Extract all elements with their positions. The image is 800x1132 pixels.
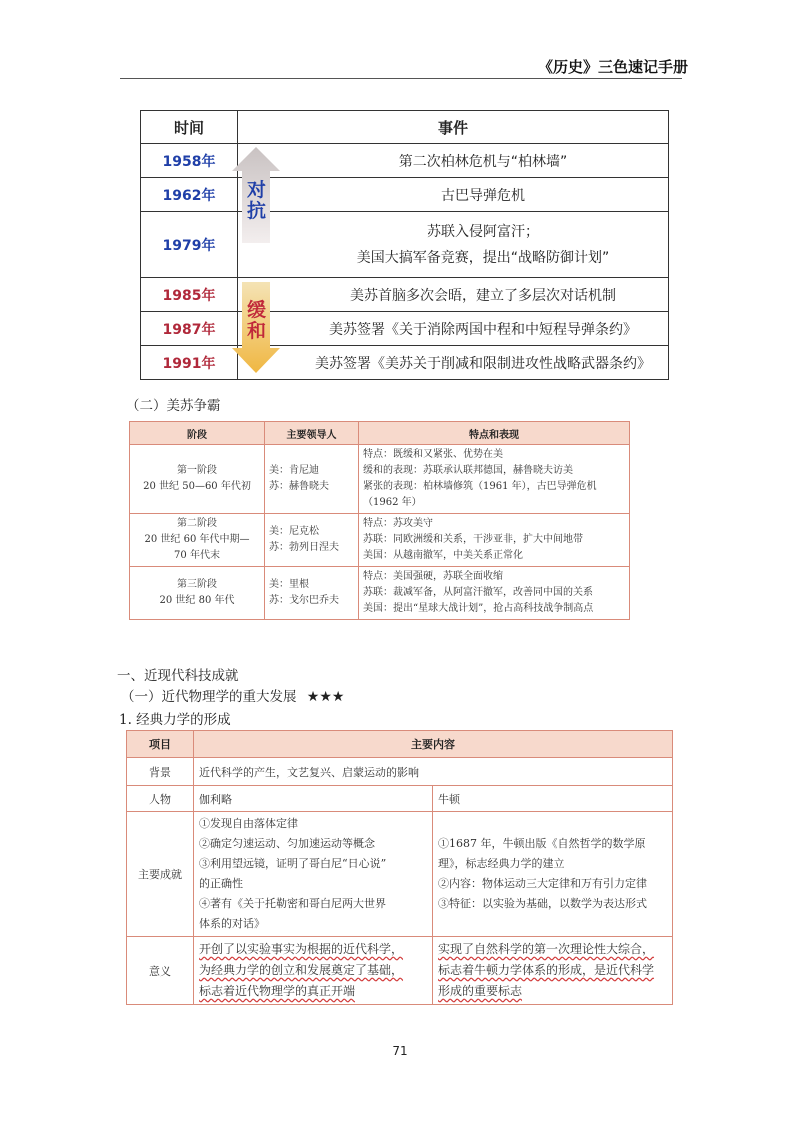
leader-us: 美：尼克松 (269, 526, 319, 537)
table-row (141, 178, 669, 212)
table-row (127, 937, 673, 1005)
details-cell (359, 567, 630, 620)
leaders-cell (265, 514, 359, 567)
detail-line: 苏联：裁减军备，从阿富汗撤军，改善同中国的关系 (363, 587, 593, 598)
achievement-line: 理》，标志经典力学的建立 (438, 857, 565, 870)
table-row (141, 346, 669, 380)
achievement-line: ①发现自由落体定律 (199, 817, 298, 830)
event-line: 苏联入侵阿富汗； (427, 223, 539, 240)
row-label: 主要成就 (127, 812, 194, 937)
leader-us: 美：里根 (269, 579, 309, 590)
page-number: 71 (392, 1044, 408, 1058)
section-sci-title: 一、近现代科技成就 (117, 668, 239, 684)
event-cell: 美苏首脑多次会晤，建立了多层次对话机制 (238, 278, 669, 312)
significance-line: 标志着牛顿力学体系的形成，是近代科学 (438, 963, 655, 977)
mechanics-table (126, 730, 673, 1005)
header-event: 事件 (238, 111, 669, 144)
achievement-line: ①1687 年，牛顿出版《自然哲学的数学原 (438, 837, 646, 850)
stage-name: 第二阶段 (177, 518, 217, 529)
table-row (141, 278, 669, 312)
header-leaders: 主要领导人 (265, 422, 359, 445)
details-cell (359, 514, 630, 567)
stage-period: 20 世纪 50—60 年代初 (143, 481, 251, 492)
table-header-row (127, 731, 673, 758)
header-content: 主要内容 (194, 731, 673, 758)
significance-line: 开创了以实验事实为根据的近代科学， (199, 942, 404, 956)
detail-line: 缓和的表现：苏联承认联邦德国，赫鲁晓夫访美 (363, 465, 573, 476)
leader-ussr: 苏：赫鲁晓夫 (269, 481, 329, 492)
detail-line: 特点：美国强硬，苏联全面收缩 (363, 571, 503, 582)
significance-line: 实现了自然科学的第一次理论性大综合， (438, 942, 655, 956)
table-header-row (141, 111, 669, 144)
year-cell: 1958年 (141, 144, 238, 178)
detail-line: 特点：既缓和又紧张、优势在美 (363, 449, 503, 460)
header-item: 项目 (127, 731, 194, 758)
leaders-cell (265, 567, 359, 620)
table-row (141, 144, 669, 178)
header-stage: 阶段 (130, 422, 265, 445)
detail-line: 特点：苏攻美守 (363, 518, 433, 529)
year-cell: 1962年 (141, 178, 238, 212)
achievement-line: 的正确性 (199, 877, 243, 890)
person-galileo: 伽利略 (194, 786, 433, 812)
leaders-cell (265, 445, 359, 514)
section-hegemony-title: （二）美苏争霸 (126, 398, 221, 414)
event-cell (238, 212, 669, 278)
year-cell: 1991年 (141, 346, 238, 380)
achievement-line: ②内容：物体运动三大定律和万有引力定律 (438, 877, 647, 890)
galileo-achievements (194, 812, 433, 937)
achievement-line: ③特征：以实验为基础，以数学为表达形式 (438, 897, 647, 910)
stage-name: 第三阶段 (177, 579, 217, 590)
detail-line: （1962 年） (363, 497, 422, 508)
detail-line: 苏联：同欧洲缓和关系，干涉亚非，扩大中间地带 (363, 534, 583, 545)
stage-period: 20 世纪 60 年代中期— (144, 534, 250, 545)
stage-period: 20 世纪 80 年代 (159, 595, 235, 606)
detente-label: 缓和 (247, 299, 267, 342)
achievement-line: ③利用望远镜，证明了哥白尼“日心说” (199, 857, 387, 870)
table-row (141, 212, 669, 278)
table-row (127, 758, 673, 786)
section-physics-title (121, 685, 344, 705)
year-cell: 1987年 (141, 312, 238, 346)
newton-significance (433, 937, 673, 1005)
table-row (130, 567, 630, 620)
table-row (130, 445, 630, 514)
timeline-table (140, 110, 669, 380)
table-row (130, 514, 630, 567)
table-row (127, 812, 673, 937)
row-label: 意义 (127, 937, 194, 1005)
header-rule (120, 78, 682, 79)
table-header-row (130, 422, 630, 445)
stage-cell (130, 567, 265, 620)
header-details: 特点和表现 (359, 422, 630, 445)
year-cell: 1979年 (141, 212, 238, 278)
page-header: 《历史》三色速记手册 (537, 58, 688, 76)
table-row (141, 312, 669, 346)
table-row (127, 786, 673, 812)
leader-ussr: 苏：勃列日涅夫 (269, 542, 339, 553)
leader-ussr: 苏：戈尔巴乔夫 (269, 595, 339, 606)
hegemony-table (129, 421, 630, 620)
event-cell: 第二次柏林危机与“柏林墙” (238, 144, 669, 178)
confrontation-label: 对抗 (247, 179, 267, 222)
event-cell: 美苏签署《美苏关于削减和限制进攻性战略武器条约》 (238, 346, 669, 380)
star-rating-icon: ★★★ (306, 689, 345, 705)
year-cell: 1985年 (141, 278, 238, 312)
detail-line: 紧张的表现：柏林墙修筑（1961 年），古巴导弹危机 (363, 481, 597, 492)
detail-line: 美国：从越南撤军，中美关系正常化 (363, 550, 523, 561)
person-newton: 牛顿 (433, 786, 673, 812)
physics-title-text: （一）近代物理学的重大发展 (121, 689, 297, 705)
achievement-line: ④著有《关于托勒密和哥白尼两大世界 (199, 897, 386, 910)
section-mechanics-title: 1. 经典力学的形成 (119, 712, 231, 728)
newton-achievements (433, 812, 673, 937)
event-line: 美国大搞军备竞赛，提出“战略防御计划” (356, 249, 610, 266)
galileo-significance (194, 937, 433, 1005)
achievement-line: ②确定匀速运动、匀加速运动等概念 (199, 837, 375, 850)
significance-line: 为经典力学的创立和发展奠定了基础， (199, 963, 404, 977)
detail-line: 美国：提出“星球大战计划”，抢占高科技战争制高点 (363, 603, 594, 614)
significance-line: 形成的重要标志 (438, 984, 523, 998)
leader-us: 美：肯尼迪 (269, 465, 319, 476)
header-time: 时间 (141, 111, 238, 144)
background-cell: 近代科学的产生，文艺复兴、启蒙运动的影响 (194, 758, 673, 786)
achievement-line: 体系的对话》 (199, 917, 265, 930)
stage-cell (130, 514, 265, 567)
details-cell (359, 445, 630, 514)
event-cell: 美苏签署《关于消除两国中程和中短程导弹条约》 (238, 312, 669, 346)
stage-period: 70 年代末 (174, 550, 220, 561)
event-cell: 古巴导弹危机 (238, 178, 669, 212)
stage-name: 第一阶段 (177, 465, 217, 476)
row-label: 人物 (127, 786, 194, 812)
stage-cell (130, 445, 265, 514)
significance-line: 标志着近代物理学的真正开端 (199, 984, 356, 998)
row-label: 背景 (127, 758, 194, 786)
